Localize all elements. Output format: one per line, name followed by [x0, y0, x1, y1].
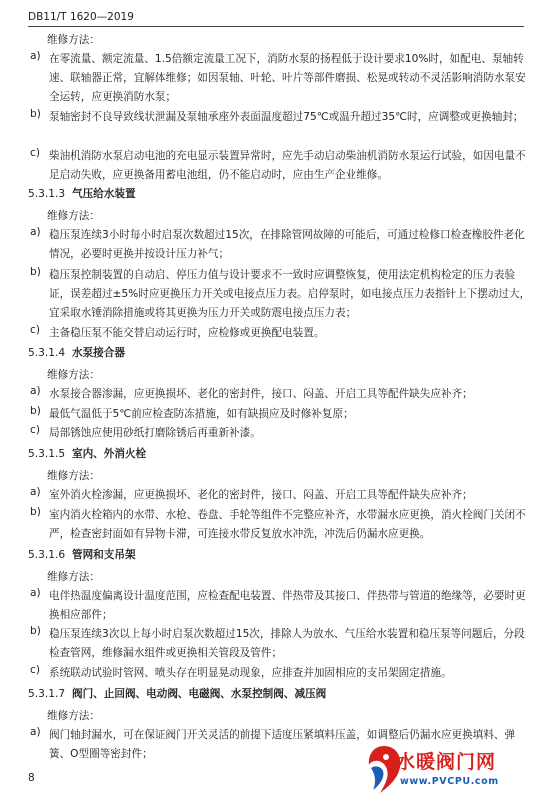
item-text: 稳压泵控制装置的自动启、停压力值与设计要求不一致时应调整恢复，使用法定机构检定的压力表验证，误差超过±5%时应更换压力开关或电接点压力表。启停泵时，如电接点压力表指针上下摆动过大，宜采取水锤消除措施或将其更换为压力开关或防震电接点压力表； — [49, 269, 531, 319]
watermark-title: 水暖阀门网 — [396, 751, 497, 773]
section-title: 室内、外消火栓 — [72, 448, 147, 460]
item-text: 最低气温低于5℃前应检查防冻措施，如有缺损应及时修补复原； — [49, 408, 354, 420]
item-text: 主备稳压泵不能交替启动运行时，应检修或更换配电装置。 — [49, 327, 325, 339]
item-text: 柴油机消防水泵启动电池的充电显示装置异常时，应先手动启动柴油机消防水泵运行试验，如因电量不足启动失败，应更换备用蓄电池组，仍不能启动时，应由生产企业维修。 — [49, 150, 526, 181]
item-text: 室内消火栓箱内的水带、水枪、卷盘、手轮等组件不完整应补齐，水带漏水应更换，消火栓阀门关闭不严，检查密封面如有异物卡滞，可连接水带反复放水冲洗，冲洗后仍漏水应更换。 — [49, 509, 526, 540]
item-label: b) — [30, 405, 41, 417]
item-text: 系统联动试验时管网、喷头存在明显晃动现象，应排查并加固相应的支吊架固定措施。 — [49, 667, 452, 679]
item-label: a) — [30, 726, 41, 738]
method-label: 维修方法： — [47, 210, 100, 222]
section-heading — [28, 186, 136, 201]
watermark-url: www.PVCPU.com — [400, 776, 499, 787]
item-text: 局部锈蚀应使用砂纸打磨除锈后再重新补漆。 — [49, 427, 261, 439]
page-number: 8 — [28, 772, 35, 784]
item-label: b) — [30, 108, 41, 120]
item-text: 室外消火栓渗漏，应更换损坏、老化的密封件，接口、闷盖、开启工具等配件缺失应补齐； — [49, 489, 473, 501]
section-number: 5.3.1.5 — [28, 448, 66, 460]
item-text: 阀门轴封漏水，可在保证阀门开关灵活的前提下适度压紧填料压盖，如调整后仍漏水应更换填料、弹簧、O型圈等密封件； — [49, 729, 516, 760]
section-title: 气压给水装置 — [72, 188, 136, 200]
standard-code: DB11/T 1620—2019 — [28, 11, 134, 23]
section-title: 水泵接合器 — [72, 347, 125, 359]
method-label: 维修方法： — [47, 369, 100, 381]
item-label: b) — [30, 625, 41, 637]
section-number: 5.3.1.4 — [28, 347, 66, 359]
section-heading — [28, 686, 326, 701]
method-label: 维修方法： — [47, 470, 100, 482]
section-heading — [28, 446, 146, 461]
item-text: 泵轴密封不良导致线状泄漏及泵轴承座外表面温度超过75℃或温升超过35℃时，应调整或更换轴封； — [49, 111, 524, 123]
item-label: a) — [30, 50, 41, 62]
section-number: 5.3.1.6 — [28, 549, 66, 561]
section-number: 5.3.1.7 — [28, 688, 66, 700]
item-label: a) — [30, 587, 41, 599]
method-label: 维修方法： — [47, 710, 100, 722]
item-text: 水泵接合器渗漏，应更换损坏、老化的密封件，接口、闷盖、开启工具等配件缺失应补齐； — [49, 388, 473, 400]
item-label: b) — [30, 506, 41, 518]
watermark-logo — [362, 743, 538, 799]
section-title: 管网和支吊架 — [72, 549, 136, 561]
item-text: 稳压泵连续3小时每小时启泵次数超过15次，在排除管网故障的可能后，可通过检修口检查橡胶件老化情况，必要时更换并按设计压力补气； — [49, 229, 525, 260]
item-label: a) — [30, 226, 41, 238]
item-text: 稳压泵连续3次以上每小时启泵次数超过15次，排除人为放水、气压给水装置和稳压泵等问题后，分段检查管网，维修漏水组件或更换相关管段及管件； — [49, 628, 525, 659]
item-label: c) — [30, 424, 40, 436]
section-heading — [28, 547, 136, 562]
section-title: 阀门、止回阀、电动阀、电磁阀、水泵控制阀、减压阀 — [72, 688, 327, 700]
item-label: b) — [30, 266, 41, 278]
header-rule — [28, 26, 524, 27]
item-text: 电伴热温度偏离设计温度范围，应检查配电装置、伴热带及其接口、伴热带与管道的绝缘等，必要时更换相应部件； — [49, 590, 526, 621]
item-label: c) — [30, 147, 40, 159]
item-label: a) — [30, 385, 41, 397]
item-label: a) — [30, 486, 41, 498]
item-text: 在零流量、额定流量、1.5倍额定流量工况下，消防水泵的扬程低于设计要求10%时，如配电、泵轴转速、联轴器正常，宜解体维修；如因泵轴、叶轮、叶片等部件磨损、松晃或转动不灵活影响消防水泵安全运转，应更换消防水泵； — [49, 53, 526, 103]
section-number: 5.3.1.3 — [28, 188, 66, 200]
method-label: 维修方法： — [47, 34, 100, 46]
section-heading — [28, 345, 125, 360]
item-label: c) — [30, 664, 40, 676]
item-label: c) — [30, 324, 40, 336]
method-label: 维修方法： — [47, 571, 100, 583]
